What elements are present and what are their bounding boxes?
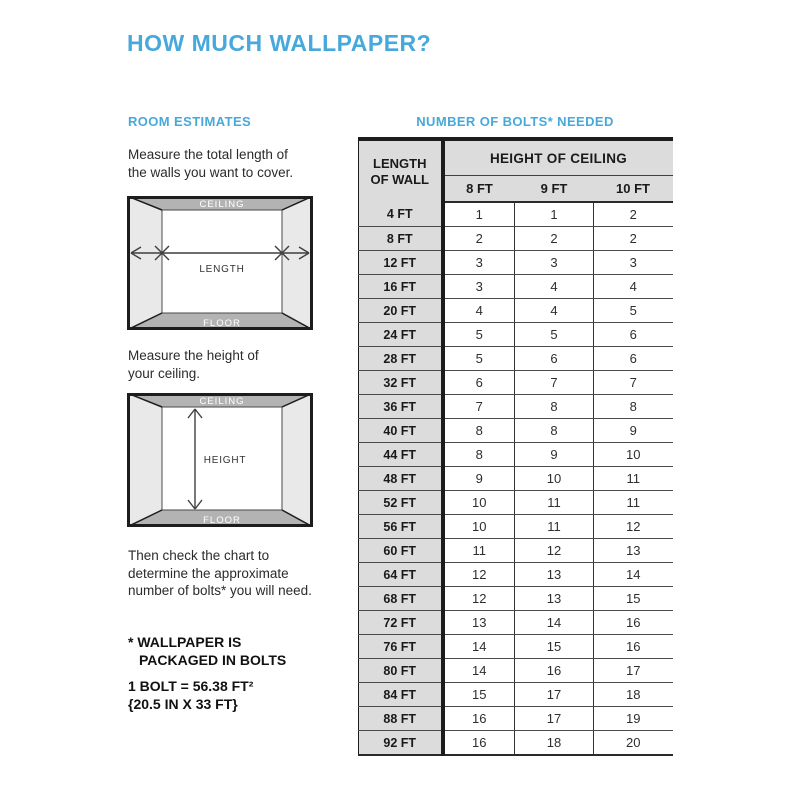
bolt-count-value: 16	[594, 611, 673, 635]
bolt-count-value: 6	[443, 371, 515, 395]
bolt-count-value: 10	[443, 491, 515, 515]
bolt-count-value: 8	[515, 395, 594, 419]
bolt-count-value: 17	[515, 707, 594, 731]
bolt-count-value: 6	[594, 347, 673, 371]
wall-length-label: 44 FT	[359, 443, 443, 467]
page-title: HOW MUCH WALLPAPER?	[127, 30, 432, 56]
bolts-table-container	[358, 137, 673, 756]
bolt-count-value: 5	[515, 323, 594, 347]
wall-length-label: 88 FT	[359, 707, 443, 731]
bolt-count-value: 11	[594, 491, 673, 515]
bolts-table-body	[359, 202, 673, 755]
bolt-count-value: 2	[443, 227, 515, 251]
bolt-size-note	[128, 677, 253, 713]
bolt-count-value: 6	[594, 323, 673, 347]
bolt-count-value: 13	[443, 611, 515, 635]
wall-length-label: 68 FT	[359, 587, 443, 611]
ceiling-label: CEILING	[199, 396, 245, 407]
wall-length-label: 40 FT	[359, 419, 443, 443]
wall-length-label: 84 FT	[359, 683, 443, 707]
bolt-count-value: 16	[443, 707, 515, 731]
table-row	[359, 299, 673, 323]
table-row	[359, 659, 673, 683]
bolt-count-value: 13	[594, 539, 673, 563]
bolt-count-value: 16	[515, 659, 594, 683]
bolt-count-value: 17	[515, 683, 594, 707]
col-header-9ft: 9 FT	[515, 176, 594, 203]
bolt-count-value: 6	[515, 347, 594, 371]
table-row	[359, 731, 673, 756]
floor-label: FLOOR	[203, 515, 241, 526]
bolt-count-value: 4	[515, 299, 594, 323]
bolt-count-value: 9	[594, 419, 673, 443]
bolt-count-value: 3	[594, 251, 673, 275]
table-row	[359, 275, 673, 299]
bolt-count-value: 3	[443, 275, 515, 299]
bolt-count-value: 7	[443, 395, 515, 419]
bolt-count-value: 18	[594, 683, 673, 707]
wall-length-label: 64 FT	[359, 563, 443, 587]
bolt-count-value: 8	[443, 443, 515, 467]
bolt-count-value: 15	[594, 587, 673, 611]
bolt-count-value: 12	[443, 563, 515, 587]
bolt-count-value: 15	[443, 683, 515, 707]
step1-line2: the walls you want to cover.	[128, 164, 294, 180]
right-wall	[282, 196, 313, 330]
bolt-count-value: 1	[515, 202, 594, 227]
bolt-count-value: 5	[443, 323, 515, 347]
table-row	[359, 515, 673, 539]
step2-line1: Measure the height of	[128, 348, 259, 363]
room-estimates-header: ROOM ESTIMATES	[128, 114, 252, 129]
step3-instruction	[128, 547, 312, 600]
wall-length-label: 4 FT	[359, 202, 443, 227]
table-row	[359, 707, 673, 731]
table-row	[359, 563, 673, 587]
col-header-8ft: 8 FT	[443, 176, 515, 203]
wall-length-label: 48 FT	[359, 467, 443, 491]
table-row	[359, 202, 673, 227]
col-header-10ft: 10 FT	[594, 176, 673, 203]
table-row	[359, 539, 673, 563]
wall-length-label: 32 FT	[359, 371, 443, 395]
table-row	[359, 611, 673, 635]
bolt-count-value: 2	[515, 227, 594, 251]
table-title: NUMBER OF BOLTS* NEEDED	[416, 114, 614, 129]
bolt-count-value: 3	[515, 251, 594, 275]
table-row	[359, 347, 673, 371]
step2-line2: your ceiling.	[128, 365, 201, 381]
bolts-note-line2: PACKAGED IN BOLTS	[139, 652, 287, 668]
bolt-count-value: 4	[443, 299, 515, 323]
wall-length-label: 20 FT	[359, 299, 443, 323]
wallpaper-bolts-note	[128, 633, 286, 669]
bolt-count-value: 11	[515, 515, 594, 539]
bolt-count-value: 13	[515, 563, 594, 587]
bolt-size-line2: {20.5 IN X 33 FT}	[128, 696, 238, 712]
corner-header-line1: LENGTH	[373, 155, 427, 171]
bolt-count-value: 4	[594, 275, 673, 299]
wall-length-label: 16 FT	[359, 275, 443, 299]
wall-length-label: 36 FT	[359, 395, 443, 419]
step1-instruction	[128, 146, 293, 181]
table-row	[359, 587, 673, 611]
bolt-count-value: 3	[443, 251, 515, 275]
bolt-count-value: 5	[594, 299, 673, 323]
table-row	[359, 395, 673, 419]
bolt-count-value: 19	[594, 707, 673, 731]
wall-length-label: 60 FT	[359, 539, 443, 563]
wall-length-label: 80 FT	[359, 659, 443, 683]
bolt-count-value: 12	[443, 587, 515, 611]
bolt-count-value: 16	[443, 731, 515, 756]
table-row	[359, 635, 673, 659]
bolt-count-value: 10	[515, 467, 594, 491]
step2-instruction	[128, 347, 259, 382]
table-header-row-1	[359, 139, 673, 176]
bolts-note-line1: * WALLPAPER IS	[128, 634, 242, 650]
bolt-count-value: 5	[443, 347, 515, 371]
wall-length-label: 24 FT	[359, 323, 443, 347]
length-of-wall-header	[359, 139, 443, 202]
height-diagram	[127, 393, 313, 527]
bolt-count-value: 10	[443, 515, 515, 539]
bolt-count-value: 16	[594, 635, 673, 659]
bolt-count-value: 14	[594, 563, 673, 587]
bolt-count-value: 8	[594, 395, 673, 419]
bolt-count-value: 8	[443, 419, 515, 443]
bolt-count-value: 11	[515, 491, 594, 515]
table-row	[359, 227, 673, 251]
floor-label: FLOOR	[203, 318, 241, 329]
wall-length-label: 8 FT	[359, 227, 443, 251]
bolt-count-value: 2	[594, 227, 673, 251]
left-wall	[127, 393, 162, 527]
corner-header-line2: OF WALL	[370, 171, 429, 187]
bolt-count-value: 17	[594, 659, 673, 683]
bolt-count-value: 11	[443, 539, 515, 563]
table-row	[359, 323, 673, 347]
back-wall	[162, 210, 282, 313]
bolt-count-value: 7	[515, 371, 594, 395]
table-row	[359, 419, 673, 443]
bolt-count-value: 14	[443, 635, 515, 659]
ceiling-label: CEILING	[199, 199, 245, 210]
wall-length-label: 76 FT	[359, 635, 443, 659]
step3-line3: number of bolts* you will need.	[128, 583, 312, 598]
bolt-count-value: 20	[594, 731, 673, 756]
left-wall	[127, 196, 162, 330]
length-label: LENGTH	[199, 264, 245, 275]
table-row	[359, 491, 673, 515]
bolt-count-value: 14	[515, 611, 594, 635]
bolt-count-value: 2	[594, 202, 673, 227]
bolts-table	[358, 137, 673, 756]
bolt-count-value: 10	[594, 443, 673, 467]
wall-length-label: 28 FT	[359, 347, 443, 371]
bolt-count-value: 13	[515, 587, 594, 611]
table-row	[359, 443, 673, 467]
bolt-count-value: 14	[443, 659, 515, 683]
table-row	[359, 371, 673, 395]
table-row	[359, 683, 673, 707]
bolt-count-value: 18	[515, 731, 594, 756]
bolt-count-value: 1	[443, 202, 515, 227]
wall-length-label: 92 FT	[359, 731, 443, 756]
wall-length-label: 12 FT	[359, 251, 443, 275]
wall-length-label: 72 FT	[359, 611, 443, 635]
bolt-count-value: 12	[594, 515, 673, 539]
bolt-count-value: 4	[515, 275, 594, 299]
bolt-count-value: 15	[515, 635, 594, 659]
height-label: HEIGHT	[203, 455, 247, 466]
bolt-count-value: 9	[515, 443, 594, 467]
bolt-count-value: 9	[443, 467, 515, 491]
bolt-count-value: 11	[594, 467, 673, 491]
bolt-count-value: 8	[515, 419, 594, 443]
step3-line2: determine the approximate	[128, 565, 289, 581]
right-wall	[282, 393, 313, 527]
length-diagram	[127, 196, 313, 330]
wall-length-label: 52 FT	[359, 491, 443, 515]
height-of-ceiling-header: HEIGHT OF CEILING	[443, 139, 673, 176]
wall-length-label: 56 FT	[359, 515, 443, 539]
bolt-count-value: 12	[515, 539, 594, 563]
step1-line1: Measure the total length of	[128, 147, 288, 162]
bolt-size-line1: 1 BOLT = 56.38 FT²	[128, 678, 254, 694]
step3-line1: Then check the chart to	[128, 548, 270, 563]
bolt-count-value: 7	[594, 371, 673, 395]
table-row	[359, 251, 673, 275]
table-row	[359, 467, 673, 491]
